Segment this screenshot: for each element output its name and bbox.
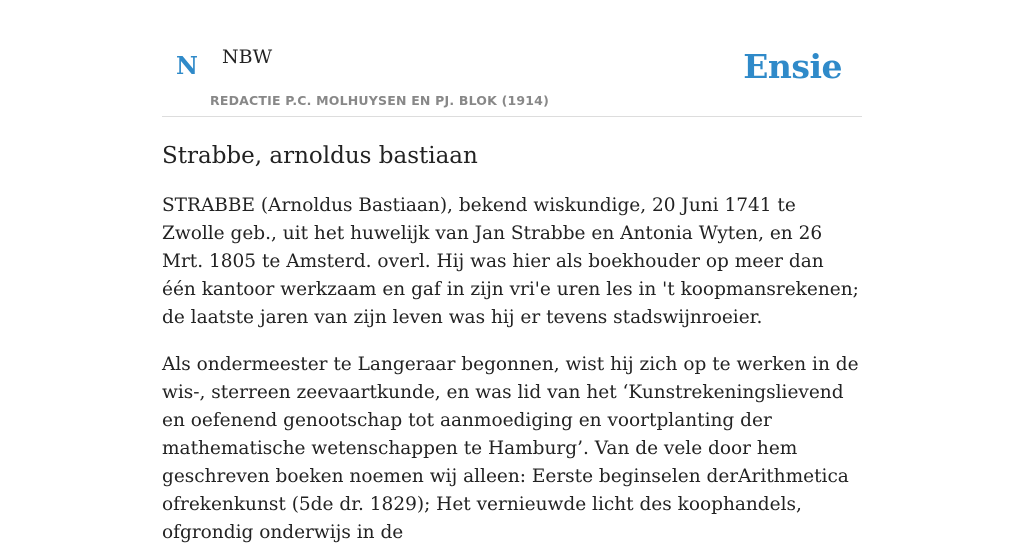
brand-logo-link[interactable]: Ensie <box>743 47 842 86</box>
article-title: Strabbe, arnoldus bastiaan <box>162 143 478 169</box>
source-title[interactable]: NBW <box>222 46 273 68</box>
source-subtitle: REDACTIE P.C. MOLHUYSEN EN PJ. BLOK (1914) <box>210 93 549 108</box>
article-page <box>162 0 862 543</box>
article-paragraph: STRABBE (Arnoldus Bastiaan), bekend wiskundige, 20 Juni 1741 te Zwolle geb., uit het huwelijk van Jan Strabbe en Antonia Wyten, en 26 Mrt. 1805 te Amsterd. overl. Hij was hier als boekhouder op meer dan één kantoor werkzaam en gaf in zijn vri'e uren les in 't koopmansrekenen; de laatste jaren van zijn leven was hij er tevens stadswijnroeier. <box>162 195 859 328</box>
source-header <box>162 0 862 117</box>
article-paragraph: Als ondermeester te Langeraar begonnen, wist hij zich op te werken in de wis-, sterreen zeevaartkunde, en was lid van het ‘Kunstrekeningslievend en oefenend genootschap tot aanmoediging en voortplanting der mathematische wetenschappen te Hamburg’. Van de vele door hem geschreven boeken noemen wij alleen: Eerste beginselen derArithmetica ofrekenkunst (5de dr. 1829); Het vernieuwde licht des koophandels, ofgrondig onderwijs in de <box>162 354 859 543</box>
source-logo[interactable]: N <box>176 51 198 80</box>
